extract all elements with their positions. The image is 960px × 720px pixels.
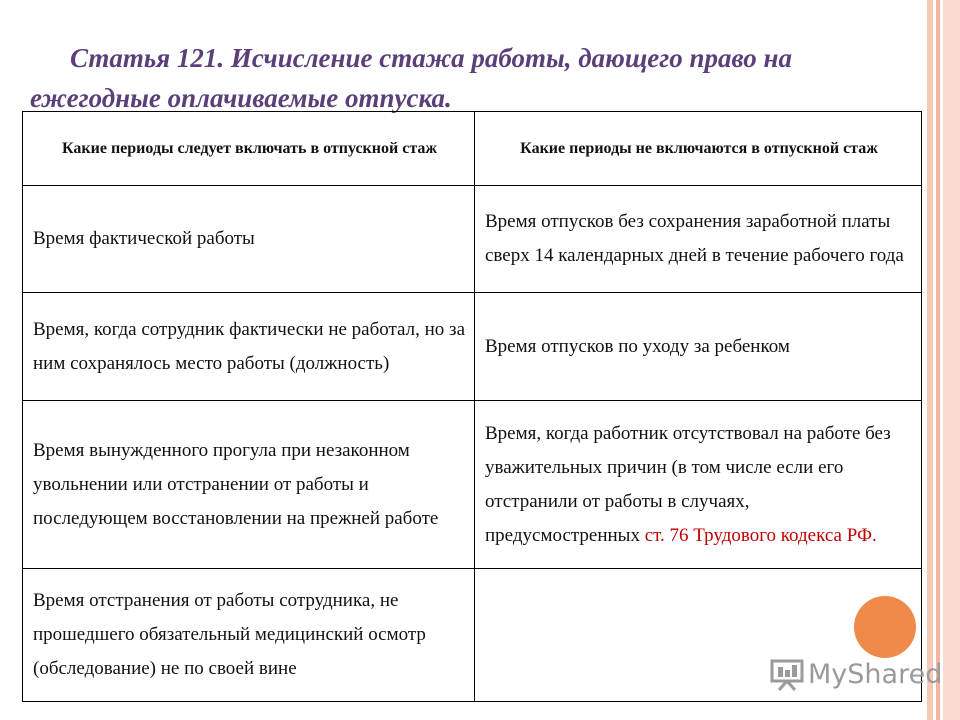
table-row [23,293,922,401]
cell-excluded [475,401,922,569]
cell-excluded: Время отпусков без сохранения заработной платы сверх 14 календарных дней в течение рабочего года [475,186,922,293]
decorative-stripe [927,0,933,720]
cell-included: Время отстранения от работы сотрудника, не прошедшего обязательный медицинский осмотр (обследование) не по своей вине [23,569,475,702]
cell-excluded-text: Время, когда работник отсутствовал на работе без уважительных причин (в том числе если его отстранили от работы в случаях, предусмостренных [485,422,891,546]
watermark-logo [770,654,942,694]
slide-title: Статья 121. Исчисление стажа работы, дающего право на ежегодные оплачиваемые отпуска. [30,43,792,113]
cell-included: Время фактической работы [23,186,475,293]
cell-excluded: Время отпусков по уходу за ребенком [475,293,922,401]
header-excluded: Какие периоды не включаются в отпускной стаж [475,112,922,186]
watermark-text: MyShared [808,658,943,690]
cell-included: Время вынужденного прогула при незаконном увольнении или отстранении от работы и последующем восстановлении на прежней работе [23,401,475,569]
stazh-table [22,111,922,702]
decorative-stripe [936,0,940,720]
table-row [23,186,922,293]
labor-code-link[interactable]: ст. 76 Трудового кодекса РФ. [644,524,877,546]
decorative-stripe [943,0,960,720]
decorative-circle [854,596,916,658]
table-row [23,401,922,569]
cell-included: Время, когда сотрудник фактически не работал, но за ним сохранялось место работы (должность) [23,293,475,401]
presentation-board-icon [770,657,804,691]
header-included: Какие периоды следует включать в отпускной стаж [23,112,475,186]
table-header-row [23,112,922,186]
